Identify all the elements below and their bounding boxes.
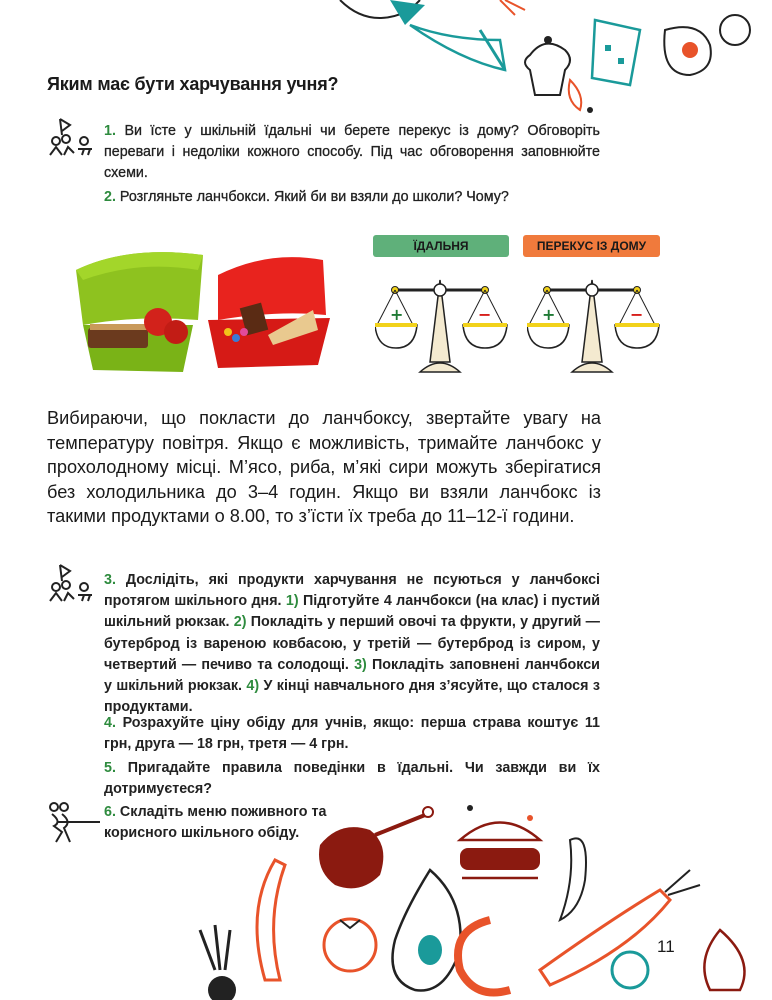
cupcake-icon [525,36,570,95]
shrimp-icon [458,920,510,993]
step-text: Підготуйте 4 ланчбокси (на клас) і пустий шкільний рюкзак. [104,593,601,631]
task-3 [104,570,600,718]
step-number: 4) [246,678,260,695]
info-paragraph: Вибираючи, що покласти до ланчбоксу, звертайте увагу на температуру повітря. Якщо є можливість, тримайте ланчбокс у прохолодному місці. М’ясо, риба, м’які сири можуть зберігатися без холодильника до 3–4 годин. Якщо ви взяли ланчбокс із такими продуктами о 8.00, то з’їсти їх треба до 11–12-ї години. [47,408,601,526]
task-number: 5. [104,760,116,776]
tomato-icon [324,919,376,971]
onion-icon [704,930,744,990]
red-lunchbox [208,257,330,368]
minus-sign: − [478,305,492,324]
task-text: Дослідіть, які продукти харчування не псуються у ланчбоксі протягом шкільного дня. [104,572,600,610]
carrot-icon [540,870,700,985]
task-text: Розгляньте ланчбокси. Який би ви взяли до школи? Чому? [119,189,509,205]
task-number: 4. [104,715,116,731]
drink-cup-icon [592,20,640,85]
task-text: Ви їсте у шкільній їдальні чи берете перекус із дому? Обговоріть переваги і недоліки кожного способу. Під час обговорення заповнюйте схеми. [104,123,600,182]
food-doodles-top [330,0,772,130]
plus-sign: + [542,305,556,324]
plus-sign: + [390,305,404,324]
fried-egg-icon [664,27,711,75]
task-number: 3. [104,572,116,588]
page-title: Яким має бути харчування учня? [47,74,339,94]
chicken-leg-icon [319,807,433,888]
task-text: Розрахуйте ціну обіду для учнів, якщо: перша страва коштує 11 грн, друга — 18 грн, третя — 4 грн. [104,715,600,753]
task-text: Складіть меню поживного та корисного шкільного обіду. [104,804,327,842]
minus-sign: − [630,305,644,324]
page-number: 11 [657,937,675,956]
group-work-icon [48,563,98,603]
step-text: Покладіть у перший овочі та фрукти, у другий — бутерброд із вареною ковбасою, у третій — бутерброд із сиром, у четвертий — печиво та солодощі. [104,614,600,673]
task-5 [104,758,600,800]
task-number: 6. [104,804,116,820]
step-number: 1) [285,593,299,610]
step-text: Покладіть заповнені ланчбокси у шкільний рюкзак. [104,656,600,695]
task-number: 1. [104,123,116,139]
avocado-icon [393,870,461,991]
broccoli-icon [612,952,648,988]
label-snack-from-home: ПЕРЕКУС ІЗ ДОМУ [523,235,660,257]
task-4 [104,713,600,755]
task-2 [104,187,600,208]
step-number: 2) [233,614,247,631]
teamwork-rope-icon [48,802,102,844]
chili-pepper-icon [560,838,586,920]
burger-icon [460,823,540,879]
group-work-icon [48,117,98,157]
lunchboxes-photo [68,240,338,380]
food-doodles-bottom [190,800,772,1000]
task-1 [104,121,600,185]
step-text: У кінці навчального дня з’ясуйте, що сталося з продуктами. [104,678,600,716]
balance-scale-icon [375,270,515,375]
label-canteen: ЇДАЛЬНЯ [373,235,509,257]
beet-icon [200,925,236,1000]
step-number: 3) [354,656,367,673]
task-number: 2. [104,189,116,205]
balance-scale-icon [527,270,667,375]
green-lunchbox [76,252,203,372]
task-text: Пригадайте правила поведінки в їдальні. Чи завжди ви їх дотримуєтеся? [104,760,600,798]
banana-icon [257,860,285,980]
